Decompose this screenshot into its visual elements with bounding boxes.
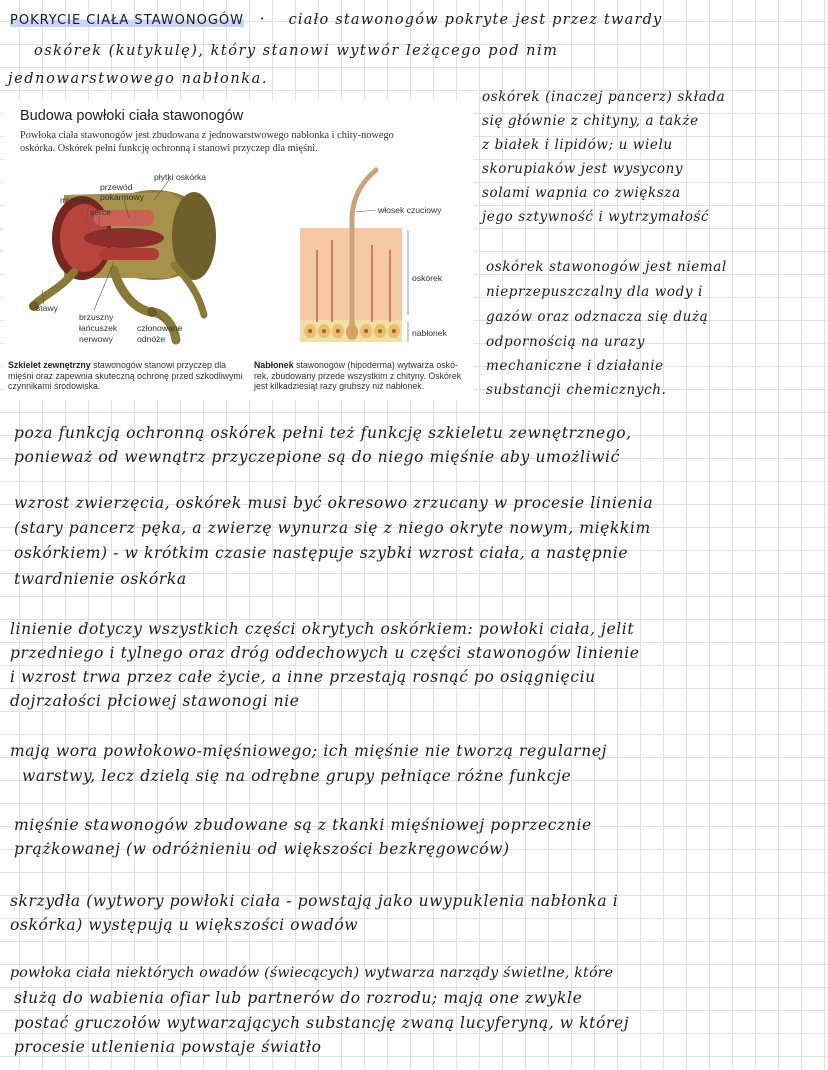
para-line: warstwy, lecz dzielą się na odrębne grupy pełniące różne funkcje xyxy=(22,767,572,785)
para-line: mają wora powłokowo-mięśniowego; ich mięśnie nie tworzą regularnej xyxy=(10,742,608,760)
right-line: substancji chemicznych. xyxy=(486,382,667,398)
figure-illustration xyxy=(4,100,474,400)
intro-line-2: oskórek (kutykulę), który stanowi wytwór leżącego pod nim xyxy=(34,43,559,59)
label-brzuszny-1: brzuszny xyxy=(79,312,114,322)
intro-line-3: jednowarstwowego nabłonka. xyxy=(8,71,269,87)
label-nablonek: nabłonek xyxy=(412,328,447,338)
right-line: jego sztywność i wytrzymałość xyxy=(482,209,710,225)
right-line: oskórek (inaczej pancerz) składa xyxy=(482,89,726,105)
para-line: (stary pancerz pęka, a zwierzę wynurza się z niego okryte nowym, miękkim xyxy=(14,519,651,537)
para-line: procesie utlenienia powstaje światło xyxy=(14,1038,322,1056)
para-line: twardnienie oskórka xyxy=(14,570,187,588)
arthropod-segment-illustration xyxy=(29,190,216,340)
label-serce: serce xyxy=(90,207,112,217)
caption-right-text: stawonogów (hipoderma) wytwarza oskó-rek, zbudowany przede wszystkim z chityny. Oskórek jest kilkadziesiąt razy grubszy niż nabłonek. xyxy=(254,360,462,391)
para-line: prążkowanej (w odróżnieniu od większości bezkręgowców) xyxy=(14,840,510,858)
caption-right xyxy=(254,360,470,392)
para-line: mięśnie stawonogów zbudowane są z tkanki mięśniowej poprzecznie xyxy=(14,816,592,834)
caption-left xyxy=(8,360,246,392)
skin-section-illustration xyxy=(300,170,402,342)
para-line: i wzrost trwa przez całe życie, a inne przestają rosnąć po osiągnięciu xyxy=(10,668,596,686)
figure-title: Budowa powłoki ciała stawonogów xyxy=(20,108,244,124)
para-line: oskórkiem) - w krótkim czasie następuje szybki wzrost ciała, a następnie xyxy=(14,544,629,562)
right-line: się głównie z chityny, a także xyxy=(482,113,699,129)
right-line: odpornością na urazy xyxy=(486,334,645,350)
right-line: skorupiaków jest wysycony xyxy=(482,161,684,177)
notes-title: POKRYCIE CIAŁA STAWONOGÓW xyxy=(10,13,244,28)
label-oskorek: oskórek xyxy=(412,273,443,283)
para-line: oskórka) występują u większości owadów xyxy=(10,916,359,934)
notes-title-line: POKRYCIE CIAŁA STAWONOGÓW · ciało stawonogów pokryte jest przez twardy xyxy=(10,10,663,28)
label-czlonowane-2: odnóże xyxy=(137,334,166,344)
right-line: mechaniczne i działanie xyxy=(486,358,664,374)
para-line: powłoka ciała niektórych owadów (świecących) wytwarza narządy świetlne, które xyxy=(10,965,614,981)
label-pokarmowy: pokarmowy xyxy=(100,192,144,202)
para-line: postać gruczołów wytwarzających substancję zwaną lucyferyną, w której xyxy=(14,1014,630,1032)
caption-left-bold: Szkielet zewnętrzny xyxy=(8,360,91,370)
para-line: służą do wabienia ofiar lub partnerów do rozrodu; mają one zwykle xyxy=(14,989,583,1007)
para-line: linienie dotyczy wszystkich części okrytych oskórkiem: powłoki ciała, jelit xyxy=(10,620,635,638)
intro-line-1: ciało stawonogów pokryte jest przez twardy xyxy=(288,12,663,28)
right-line: z białek i lipidów; u wielu xyxy=(482,137,673,153)
label-przewod: przewód xyxy=(100,182,133,192)
right-line: gazów oraz odznacza się dużą xyxy=(486,309,709,325)
label-brzuszny-3: nerwowy xyxy=(79,334,113,344)
right-line: oskórek stawonogów jest niemal xyxy=(486,259,727,275)
label-plytki: płytki oskórka xyxy=(154,172,207,182)
para-line: skrzydła (wytwory powłoki ciała - powstają jako uwypuklenia nabłonka i xyxy=(10,892,619,910)
para-line: dojrzałości płciowej stawonogi nie xyxy=(10,692,300,710)
label-miesnie: mięśnie xyxy=(60,195,90,205)
label-stawy: stawy xyxy=(36,303,58,313)
para-line: poza funkcją ochronną oskórek pełni też funkcję szkieletu zewnętrznego, xyxy=(14,424,632,442)
figure-intro: Powłoka ciała stawonogów jest zbudowana z jednowarstwowego nabłonka i chity-nowego oskórka. Oskórek pełni funkcję ochronną i stanowi przyczep dla mięśni. xyxy=(20,130,394,154)
right-line: nieprzepuszczalny dla wody i xyxy=(486,284,703,300)
caption-right-bold: Nabłonek xyxy=(254,360,294,370)
right-line: solami wapnia co zwiększa xyxy=(482,185,681,201)
textbook-figure xyxy=(4,100,474,400)
para-line: ponieważ od wewnątrz przyczepione są do niego mięśnie aby umożliwić xyxy=(14,448,620,466)
caption-left-text: stawonogów stanowi przyczep dla mięśni oraz zapewnia skuteczną ochronę przed szkodliwymi czynnikami środowiska. xyxy=(8,360,243,391)
para-line: wzrost zwierzęcia, oskórek musi być okresowo zrzucany w procesie linienia xyxy=(14,494,654,512)
para-line: przedniego i tylnego oraz dróg oddechowych u części stawonogów linienie xyxy=(10,644,640,662)
label-czlonowane-1: członowane xyxy=(137,323,183,333)
label-wlosek: włosek czuciowy xyxy=(378,205,442,215)
label-brzuszny-2: łańcuszek xyxy=(79,323,118,333)
